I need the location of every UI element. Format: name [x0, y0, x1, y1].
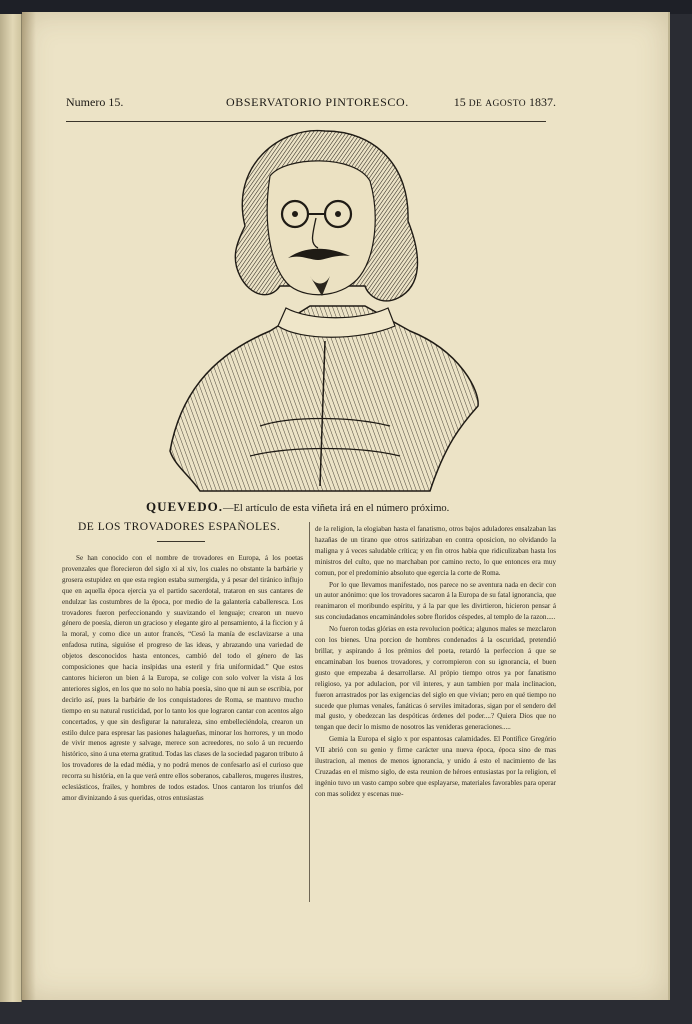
article-paragraph: No fueron todas glórias en esta revolucion poética; algunos males se mezclaron con los bienes. Una porcion de hombres condenados á la oscuridad, pretendió brillar, y aspirando á los prémios del poeta, retardó la perfeccion á que se encaminaban los buenos trovadores, y corrompieron con su ignorancia, el buen gusto que empezaba á desarrollarse. Al própio tiempo otros ya por fanatismo religioso, ya por adulacion, por vil interes, y aun tambien por mala inclinacion, fueron arrastrados por las exigencias del siglo en que vivian; pero en qué tiempo no sucede que plumas venales, fanáticas ó serviles imitadoras, sigan por el sendero del mal gusto, y obedezcan las despóticas órdenes del poder....? Quiera Dios que no tengan que decir lo mismo de nosotros las venideras generaciones.....	[315, 625, 556, 732]
article-paragraph: Se han conocido con el nombre de trovadores en Europa, á los poetas provenzales que florecieron del siglo xi al xiv, los cuales no obstante la barbárie y grosera estupidez en que esta region estaba sumergida, y á pesar del tiránico influjo que en aquella época ejercia ya el partido sacerdotal, trataron en sus cantares de endulzar las costumbres de la época, por medio de la galantería caballeresca. Los trovadores fueron perfeccionando y suavizando el lenguaje; crearon un nuevo género de poesía, dieron un gracioso y elegante giro al pensamiento, á la ficcion y á la moral, y como dice un autor francés, “Cesó la manía de esclavizarse a una enfadosa rutina, siguióse el progreso de las ideas, y abrazando una variedad de objetos desconocidos hasta entonces, cambió del todo el género de las composiciones que hacia insípidas una esteril y fria uniformidad.” Que estos cantores hicieron un bien á la Europa, se colige con solo volver la vista á los anteriores siglos, en los que no solo no habia poesía, sino que ni aun se escribia, por decirlo así, pues la barbárie de los conquistadores de Roma, se mantuvo mucho tiempo en su natural rusticidad, por lo tanto los que lograron cantar con acentos algo concertados, y que sin desfigurar la naturaleza, sino embelleciéndola, crearon un estilo dulce para espresar las pasiones halagueñas, minorar los horrores, y un modo de vivir menos agreste y salvage, merece son acreedores, no solo á un recuerdo histórico, sino á una eterna gratitud. Todas las clases de la sociedad pagaron tributo á los trovadores de la edad média, y no podrá menos de confesarlo así el curioso que recorra su história, en la que verá entre ellos soberanos, caballeros, mugeres ilustres, eclesiásticos, frailes, y hombres de todos estados. Unos cantaron los triunfos del amor divinizando á sus queridas, otros entusiastas	[62, 554, 303, 802]
date-year: 1837.	[529, 95, 556, 109]
date-de: DE	[468, 99, 483, 109]
article-title: DE LOS TROVADORES ESPAÑOLES.	[78, 521, 281, 533]
facing-page-edge	[0, 14, 22, 1002]
article-paragraph: de la religion, la elogiaban hasta el fanatismo, otros bajos aduladores ensalzaban las hazañas de un tirano que otros satirizaban en contra oposicion, no olvidando la maligna y á veces saludable crítica; y en fin otros habia que ridiculizaban hasta los ministros del culto, que no marchaban por camino recto, lo que entonces era muy comun, por el predominio absoluto que egercia la corte de Roma.	[315, 525, 556, 577]
date-day: 15	[453, 95, 466, 109]
header-rule	[66, 121, 546, 122]
publication-title: OBSERVATORIO PINTORESCO.	[226, 95, 409, 109]
caption-name: QUEVEDO.	[146, 499, 223, 514]
article-paragraph: Gemia la Europa el siglo x por espantosas calamidades. El Pontífice Gregório VII abrió con su genio y firme carácter una nueva época, época sino de mas ilustracion, al menos de menos ignorancia, y unido á esto el nacimiento de las Cruzadas en el mismo siglo, de esta reunion de héroes entusiastas por la religion, el ingénio tuvo un vasto campo sobre que esplayarse, materiales favorables para operar con mas solidez y escenas nue-	[315, 735, 556, 798]
article-title-rule	[157, 541, 205, 542]
column-divider	[309, 522, 310, 902]
quevedo-portrait-engraving	[160, 126, 490, 496]
date-month: AGOSTO	[485, 99, 526, 109]
article-column-right	[315, 524, 556, 904]
portrait-caption	[146, 499, 566, 515]
caption-text: —El artículo de esta viñeta irá en el número próximo.	[222, 503, 450, 514]
article-paragraph: Por lo que llevamos manifestado, nos parece no se aventura nada en decir con un autor anónimo: que los trovadores sacaron á la Europa de su fatal ignorancia, que reanimaron el moribundo espíritu, y á la par que les divirtieron, hicieron pensar á sus conciudadanos encaminándoles sobre floridos céspedes, al templo de la razon.....	[315, 580, 556, 622]
article-column-left	[62, 553, 303, 903]
page-header	[66, 95, 556, 113]
issue-date	[454, 95, 556, 110]
issue-number: Numero 15.	[66, 95, 124, 109]
page-gutter-shadow	[22, 12, 36, 1000]
